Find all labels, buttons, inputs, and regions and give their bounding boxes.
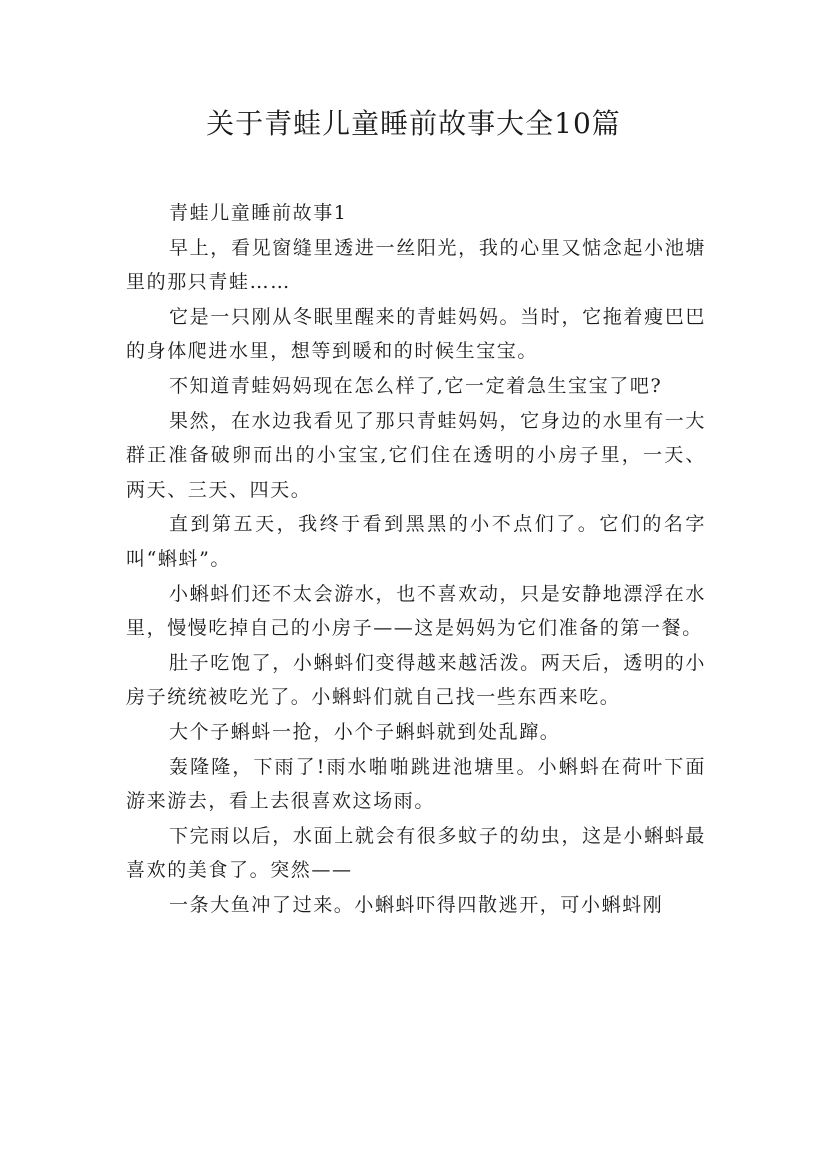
story-heading: 青蛙儿童睡前故事1 xyxy=(169,202,348,224)
paragraph: 一条大鱼冲了过来。小蝌蚪吓得四散逃开，可小蝌蚪刚 xyxy=(169,893,664,916)
paragraph: 小蝌蚪们还不太会游水，也不喜欢动，只是安静地漂浮在水里，慢慢吃掉自己的小房子——这是妈妈为它们准备的第一餐。 xyxy=(126,582,706,640)
paragraph: 果然，在水边我看见了那只青蛙妈妈，它身边的水里有一大群正准备破卵而出的小宝宝,它们住在透明的小房子里，一天、两天、三天、四天。 xyxy=(126,409,706,501)
paragraph: 肚子吃饱了，小蝌蚪们变得越来越活泼。两天后，透明的小房子统统被吃光了。小蝌蚪们就自己找一些东西来吃。 xyxy=(126,651,706,709)
story-body xyxy=(126,196,706,922)
paragraph: 它是一只刚从冬眠里醒来的青蛙妈妈。当时，它拖着瘦巴巴的身体爬进水里，想等到暖和的时候生宝宝。 xyxy=(126,305,706,363)
paragraph: 下完雨以后，水面上就会有很多蚊子的幼虫，这是小蝌蚪最喜欢的美食了。突然—— xyxy=(126,824,706,882)
paragraph: 轰隆隆，下雨了!雨水啪啪跳进池塘里。小蝌蚪在荷叶下面游来游去，看上去很喜欢这场雨。 xyxy=(126,755,706,813)
paragraph: 直到第五天，我终于看到黑黑的小不点们了。它们的名字叫“蝌蚪”。 xyxy=(126,513,706,570)
document-title: 关于青蛙儿童睡前故事大全10篇 xyxy=(206,107,621,140)
paragraph: 大个子蝌蚪一抢，小个子蝌蚪就到处乱蹿。 xyxy=(169,720,561,743)
paragraph: 不知道青蛙妈妈现在怎么样了,它一定着急生宝宝了吧? xyxy=(169,374,663,397)
paragraph: 早上，看见窗缝里透进一丝阳光，我的心里又惦念起小池塘里的那只青蛙…… xyxy=(126,236,706,294)
